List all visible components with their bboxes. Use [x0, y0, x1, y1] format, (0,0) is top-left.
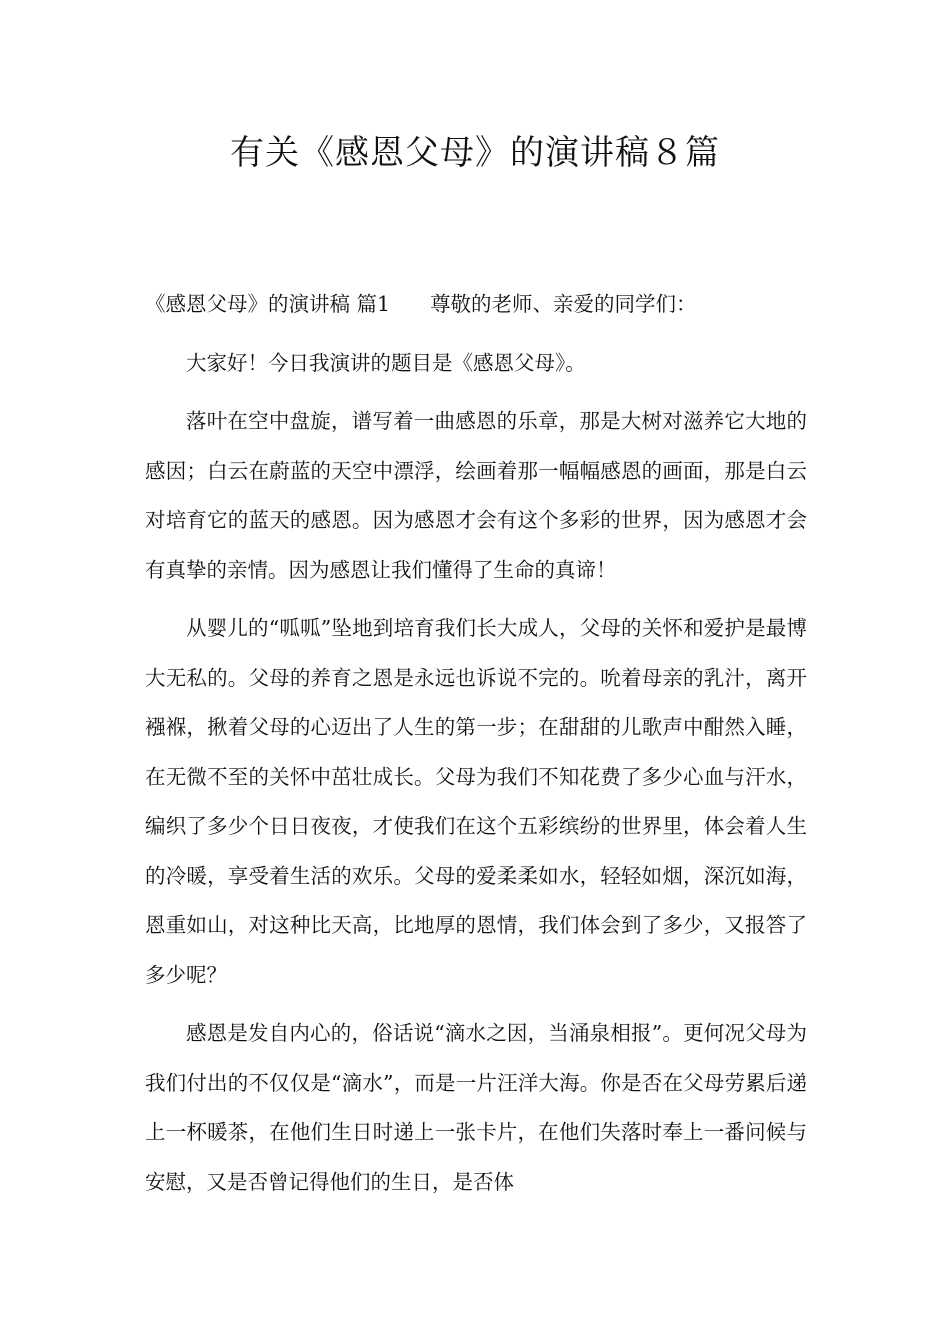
paragraph-parents-love: 从婴儿的“呱呱”坠地到培育我们长大成人，父母的关怀和爱护是最博大无私的。父母的养育之恩是永远也诉说不完的。吮着母亲的乳汁，离开襁褓，揪着父母的心迈出了人生的第一步；在甜甜的儿歌声中酣然入睡，在无微不至的关怀中茁壮成长。父母为我们不知花费了多少心血与汗水，编织了多少个日日夜夜，才使我们在这个五彩缤纷的世界里，体会着人生的冷暖，享受着生活的欢乐。父母的爱柔柔如水，轻轻如烟，深沉如海，恩重如山，对这种比天高，比地厚的恩情，我们体会到了多少，又报答了多少呢？: [145, 616, 807, 987]
document-title: 有关《感恩父母》的演讲稿８篇: [230, 133, 720, 173]
paragraph-leaves: 落叶在空中盘旋，谱写着一曲感恩的乐章，那是大树对滋养它大地的感因；白云在蔚蓝的天空中漂浮，绘画着那一幅幅感恩的画面，那是白云对培育它的蓝天的感恩。因为感恩才会有这个多彩的世界，因为感恩才会有真挚的亲情。因为感恩让我们懂得了生命的真谛！: [145, 409, 807, 582]
document-body: [145, 280, 807, 1216]
opening-line: [145, 280, 807, 330]
salutation: 尊敬的老师、亲爱的同学们：: [430, 292, 697, 316]
paragraph-greeting: 大家好！今日我演讲的题目是《感恩父母》。: [186, 350, 586, 375]
paragraph-gratitude: 感恩是发自内心的，俗话说“滴水之因，当涌泉相报”。更何况父母为我们付出的不仅仅是“滴水”，而是一片汪洋大海。你是否在父母劳累后递上一杯暖茶，在他们生日时递上一张卡片，在他们失落时奉上一番问候与安慰，又是否曾记得他们的生日，是否体: [145, 1021, 807, 1194]
section-heading: 《感恩父母》的演讲稿 篇1: [145, 292, 391, 316]
